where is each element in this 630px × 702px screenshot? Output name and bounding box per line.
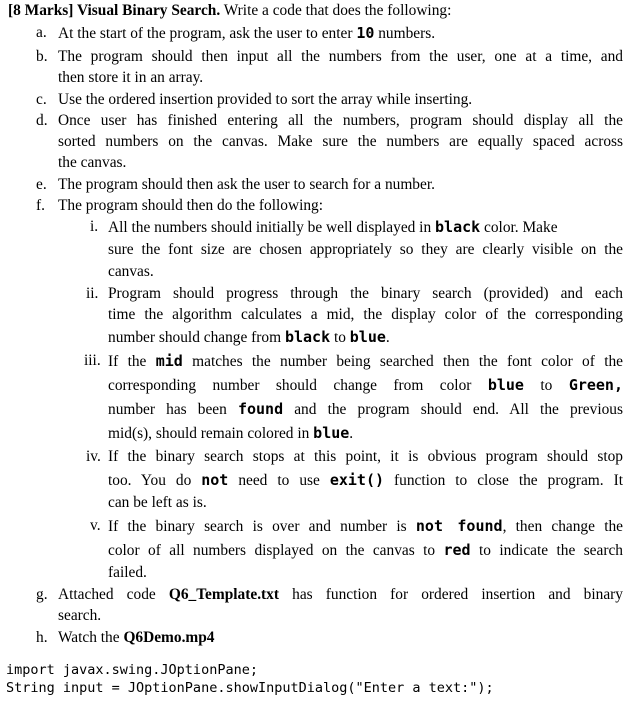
subitem-i-line1: [108, 216, 558, 239]
item-a-marker: a.: [36, 24, 47, 41]
subitem-ii-to: to: [330, 329, 350, 346]
item-g-marker: g.: [36, 586, 48, 603]
item-e-marker: e.: [36, 176, 47, 193]
subitem-iv-line1: If the binary search stops at this point, it is obvious program should stop: [108, 448, 623, 465]
subitem-v-marker: v.: [90, 517, 101, 534]
demo-filename: Q6Demo.mp4: [123, 629, 215, 646]
subitem-iii-marker: iii.: [84, 352, 101, 369]
keyword-exit: exit(): [329, 471, 385, 489]
subitem-iv-text3: function to close the program. It: [384, 472, 623, 489]
keyword-red: red: [443, 541, 471, 559]
subitem-v-text3: color of all numbers displayed on the canvas to: [108, 542, 444, 559]
code-line-1: import javax.swing.JOptionPane;: [6, 662, 258, 678]
subitem-ii-line2: time the algorithm calculates a mid, the display color of the corresponding: [108, 306, 623, 323]
header-intro: Write a code that does the following:: [220, 2, 452, 19]
subitem-ii-text: number should change from: [108, 329, 285, 346]
count-ten: 10: [356, 24, 375, 42]
subitem-iii-text: If the: [108, 353, 156, 370]
item-d-line1: Once user has finished entering all the numbers, program should display all the: [58, 112, 623, 129]
subitem-iii-line2: [108, 374, 623, 397]
item-c-marker: c.: [36, 91, 47, 108]
item-g-suffix: has function for ordered insertion and binary: [279, 586, 623, 603]
keyword-mid: mid: [155, 352, 183, 370]
subitem-v-line3: failed.: [108, 564, 147, 581]
item-a-suffix: numbers.: [374, 25, 436, 42]
subitem-i-text: All the numbers should initially be well displayed in: [108, 219, 436, 236]
subitem-ii-period: .: [385, 329, 390, 346]
template-filename: Q6_Template.txt: [168, 586, 279, 603]
keyword-not: not: [201, 471, 229, 489]
subitem-v-line1: [108, 515, 623, 538]
subitem-v-text4: to indicate the search: [470, 542, 623, 559]
subitem-i-line3: canvas.: [108, 263, 154, 280]
subitem-iv-line3: can be left as is.: [108, 494, 207, 511]
item-d-line2: sorted numbers on the canvas. Make sure the numbers are equally spaced across: [58, 133, 623, 150]
keyword-blue: blue: [349, 328, 386, 346]
subitem-iii-to: to: [523, 377, 569, 394]
item-a: [58, 22, 435, 45]
subitem-v-line2: [108, 539, 623, 562]
subitem-iv-marker: iv.: [86, 448, 101, 465]
item-b-marker: b.: [36, 48, 48, 65]
subitem-ii-marker: ii.: [86, 285, 99, 302]
item-f-line1: The program should then do the following:: [58, 197, 324, 214]
keyword-black: black: [435, 218, 481, 236]
marks-title: [8 Marks] Visual Binary Search.: [8, 2, 221, 19]
subitem-iv-text2: need to use: [228, 472, 330, 489]
item-f-marker: f.: [36, 197, 45, 214]
subitem-iii-text3: corresponding number should change from color: [108, 377, 488, 394]
subitem-iv-line2: [108, 469, 623, 492]
item-h-text: Watch the: [58, 629, 124, 646]
subitem-i-marker: i.: [90, 218, 99, 235]
item-h-line1: [58, 627, 215, 649]
question-header: [8, 0, 451, 22]
item-d-line3: the canvas.: [58, 154, 127, 171]
subitem-iii-text4: number has been: [108, 401, 238, 418]
subitem-iii-period: .: [349, 425, 354, 442]
subitem-iii-line4: [108, 422, 353, 445]
keyword-blue: blue: [487, 376, 524, 394]
keyword-not-found: not found: [415, 517, 503, 535]
item-a-text: At the start of the program, ask the user to enter: [58, 25, 357, 42]
item-b-line2: then store it in an array.: [58, 69, 204, 86]
item-d-marker: d.: [36, 112, 48, 129]
item-h-marker: h.: [36, 629, 48, 646]
code-line-2: String input = JOptionPane.showInputDialog("Enter a text:");: [6, 680, 494, 696]
subitem-iii-text2: matches the number being searched then the font color of the: [182, 353, 624, 370]
subitem-ii-line1: Program should progress through the binary search (provided) and each: [108, 285, 623, 302]
item-b-line1: The program should then input all the numbers from the user, one at a time, and: [58, 48, 623, 65]
keyword-green: Green,: [568, 376, 623, 394]
subitem-v-text: If the binary search is over and number is: [108, 518, 416, 535]
item-g-line2: search.: [58, 607, 102, 624]
subitem-iv-text: too. You do: [108, 472, 202, 489]
keyword-found: found: [237, 400, 284, 418]
subitem-iii-text6: mid(s), should remain colored in: [108, 425, 314, 442]
subitem-i-suffix: color. Make: [480, 219, 558, 236]
subitem-iii-text5: and the program should end. All the previous: [283, 401, 623, 418]
item-e-line1: The program should then ask the user to search for a number.: [58, 176, 435, 193]
item-g-line1: [58, 584, 623, 606]
subitem-v-text2: , then change the: [502, 518, 623, 535]
subitem-iii-line1: [108, 350, 623, 373]
subitem-i-line2: sure the font size are chosen appropriately so they are clearly visible on the: [108, 241, 623, 258]
keyword-black: black: [284, 328, 331, 346]
subitem-iii-line3: [108, 398, 623, 421]
subitem-ii-line3: [108, 326, 390, 349]
item-c-line1: Use the ordered insertion provided to sort the array while inserting.: [58, 91, 473, 108]
keyword-blue: blue: [313, 424, 350, 442]
item-g-text: Attached code: [58, 586, 169, 603]
